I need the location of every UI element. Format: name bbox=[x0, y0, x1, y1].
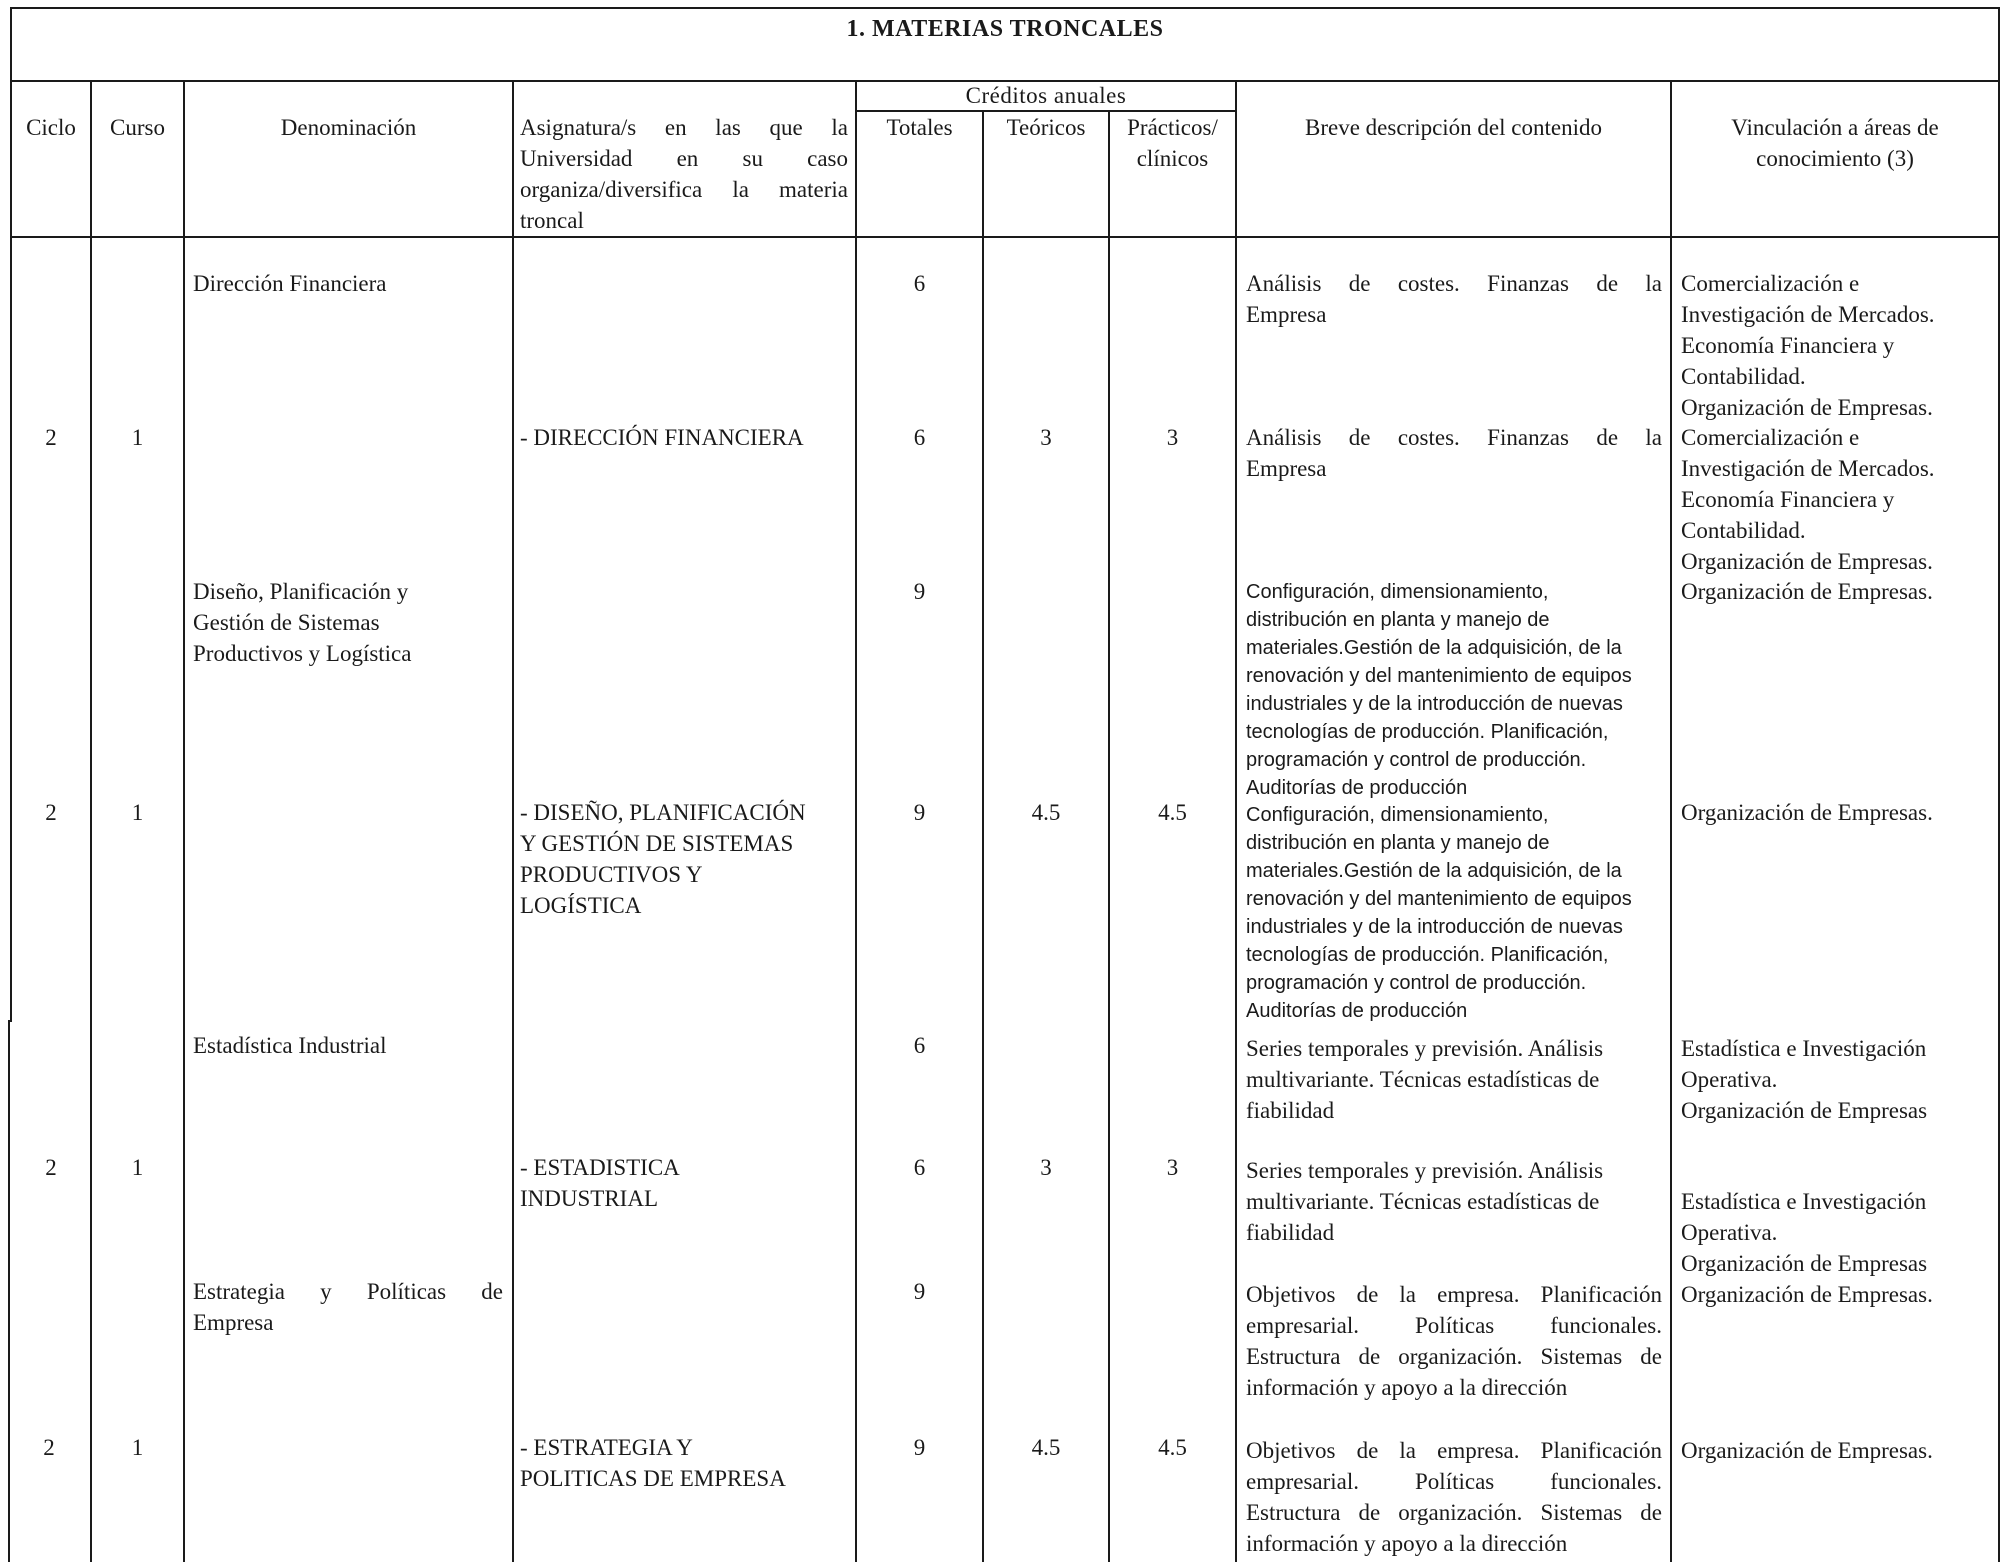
ciclo-cell: 2 bbox=[43, 1435, 55, 1460]
totales-cell: 6 bbox=[913, 425, 926, 450]
header-asignatura bbox=[520, 112, 848, 236]
asignatura-line: POLITICAS DE EMPRESA bbox=[520, 1466, 786, 1491]
descripcion-cell bbox=[1246, 1155, 1603, 1248]
descripcion-line: materiales.Gestión de la adquisición, de la bbox=[1246, 637, 1622, 659]
vinculacion-line: Operativa. bbox=[1681, 1220, 1778, 1245]
asignatura-line: INDUSTRIAL bbox=[520, 1186, 658, 1211]
header-asignatura-line: organiza/diversifica la materia bbox=[520, 177, 848, 202]
teoricos-cell: 4.5 bbox=[1031, 800, 1061, 825]
descripcion-line: Configuración, dimensionamiento, bbox=[1246, 804, 1549, 826]
teoricos-cell: 3 bbox=[1040, 1155, 1052, 1180]
rule bbox=[10, 236, 2000, 238]
asignatura-cell bbox=[520, 1432, 786, 1494]
header-creditos-anuales: Créditos anuales bbox=[965, 83, 1127, 108]
rule bbox=[8, 1020, 10, 1562]
descripcion-line: programación y control de producción. bbox=[1246, 972, 1587, 994]
practicos-cell: 3 bbox=[1166, 1155, 1179, 1180]
vinculacion-line: Estadística e Investigación bbox=[1681, 1189, 1927, 1214]
header-denominacion: Denominación bbox=[280, 115, 417, 140]
descripcion-line: industriales y de la introducción de nuevas bbox=[1246, 916, 1623, 938]
totales-cell: 6 bbox=[913, 1033, 926, 1058]
rule bbox=[183, 80, 185, 1562]
totales-cell: 9 bbox=[913, 579, 926, 604]
vinculacion-cell bbox=[1681, 1033, 1927, 1126]
vinculacion-line: Contabilidad. bbox=[1681, 518, 1806, 543]
header-asignatura-line: troncal bbox=[520, 208, 584, 233]
descripcion-line: industriales y de la introducción de nuevas bbox=[1246, 693, 1623, 715]
denominacion-line: Gestión de Sistemas bbox=[193, 610, 380, 635]
asignatura-line: - ESTRATEGIA Y bbox=[520, 1435, 693, 1460]
descripcion-line: fiabilidad bbox=[1246, 1098, 1335, 1123]
descripcion-line: empresarial. Políticas funcionales. bbox=[1246, 1313, 1662, 1338]
descripcion-line: Estructura de organización. Sistemas de bbox=[1246, 1344, 1662, 1369]
totales-cell: 9 bbox=[913, 1279, 926, 1304]
rule bbox=[982, 110, 984, 1562]
asignatura-cell bbox=[520, 797, 806, 921]
asignatura-line: - DISEÑO, PLANIFICACIÓN bbox=[520, 800, 806, 825]
teoricos-cell: 4.5 bbox=[1031, 1435, 1061, 1460]
totales-cell: 9 bbox=[913, 800, 926, 825]
descripcion-line: distribución en planta y manejo de bbox=[1246, 609, 1550, 631]
practicos-cell: 3 bbox=[1166, 425, 1179, 450]
rule bbox=[1670, 80, 1672, 1562]
vinculacion-cell bbox=[1681, 422, 1935, 577]
descripcion-cell bbox=[1246, 1279, 1662, 1403]
rule bbox=[1235, 80, 1237, 1562]
vinculacion-cell: Organización de Empresas. bbox=[1681, 579, 1933, 604]
descripcion-line: Análisis de costes. Finanzas de la bbox=[1246, 425, 1662, 450]
asignatura-cell bbox=[520, 1152, 680, 1214]
rule bbox=[512, 80, 514, 1562]
descripcion-line: programación y control de producción. bbox=[1246, 749, 1587, 771]
header-vinculacion-line: conocimiento (3) bbox=[1756, 146, 1914, 171]
practicos-cell: 4.5 bbox=[1158, 1435, 1187, 1460]
vinculacion-line: Economía Financiera y bbox=[1681, 333, 1895, 358]
descripcion-line: Series temporales y previsión. Análisis bbox=[1246, 1036, 1604, 1061]
header-vinculacion-line: Vinculación a áreas de bbox=[1731, 115, 1939, 140]
descripcion-line: multivariante. Técnicas estadísticas de bbox=[1246, 1189, 1600, 1214]
header-ciclo: Ciclo bbox=[26, 115, 76, 140]
denominacion-cell: Estadística Industrial bbox=[193, 1033, 387, 1058]
vinculacion-cell bbox=[1681, 1186, 1927, 1279]
denominacion-cell bbox=[193, 1276, 503, 1338]
descripcion-cell bbox=[1246, 1033, 1603, 1126]
header-asignatura-line: Universidad en su caso bbox=[520, 146, 848, 171]
vinculacion-line: Investigación de Mercados. bbox=[1681, 302, 1935, 327]
vinculacion-line: Comercialización e bbox=[1681, 425, 1860, 450]
rule bbox=[1108, 110, 1110, 1562]
header-teoricos: Teóricos bbox=[1006, 115, 1086, 140]
vinculacion-line: Investigación de Mercados. bbox=[1681, 456, 1935, 481]
denominacion-line: Diseño, Planificación y bbox=[193, 579, 409, 604]
vinculacion-line: Organización de Empresas bbox=[1681, 1098, 1928, 1123]
rule bbox=[10, 80, 12, 1022]
asignatura-line: LOGÍSTICA bbox=[520, 893, 642, 918]
curso-cell: 1 bbox=[131, 425, 144, 450]
asignatura-line: - ESTADISTICA bbox=[520, 1155, 680, 1180]
ciclo-cell: 2 bbox=[45, 425, 57, 450]
header-practicos bbox=[1110, 112, 1235, 174]
descripcion-line: información y apoyo a la dirección bbox=[1246, 1531, 1568, 1556]
ciclo-cell: 2 bbox=[45, 800, 57, 825]
header-practicos-line: Prácticos/ bbox=[1127, 115, 1218, 140]
vinculacion-line: Organización de Empresas. bbox=[1681, 395, 1933, 420]
header-totales: Totales bbox=[886, 115, 953, 140]
descripcion-line: distribución en planta y manejo de bbox=[1246, 832, 1550, 854]
asignatura-cell: - DIRECCIÓN FINANCIERA bbox=[520, 425, 804, 450]
descripcion-line: renovación y del mantenimiento de equipos bbox=[1246, 888, 1632, 910]
descripcion-line: tecnologías de producción. Planificación, bbox=[1246, 721, 1609, 743]
curso-cell: 1 bbox=[131, 1155, 144, 1180]
vinculacion-line: Organización de Empresas bbox=[1681, 1251, 1928, 1276]
vinculacion-line: Contabilidad. bbox=[1681, 364, 1806, 389]
descripcion-cell bbox=[1246, 268, 1662, 330]
vinculacion-cell bbox=[1681, 268, 1935, 423]
vinculacion-cell: Organización de Empresas. bbox=[1681, 1282, 1933, 1307]
vinculacion-line: Estadística e Investigación bbox=[1681, 1036, 1927, 1061]
header-descripcion: Breve descripción del contenido bbox=[1305, 115, 1602, 140]
descripcion-line: Objetivos de la empresa. Planificación bbox=[1246, 1282, 1662, 1307]
ciclo-cell: 2 bbox=[45, 1155, 57, 1180]
rule bbox=[1998, 7, 2000, 1562]
curso-cell: 1 bbox=[131, 1435, 144, 1460]
descripcion-line: Series temporales y previsión. Análisis bbox=[1246, 1158, 1604, 1183]
asignatura-line: PRODUCTIVOS Y bbox=[520, 862, 703, 887]
header-curso: Curso bbox=[110, 115, 165, 140]
denominacion-line: Empresa bbox=[193, 1310, 274, 1335]
descripcion-line: Empresa bbox=[1246, 302, 1327, 327]
descripcion-cell bbox=[1246, 801, 1632, 1025]
header-vinculacion bbox=[1672, 112, 1998, 174]
descripcion-line: Análisis de costes. Finanzas de la bbox=[1246, 271, 1662, 296]
descripcion-line: información y apoyo a la dirección bbox=[1246, 1375, 1568, 1400]
descripcion-line: tecnologías de producción. Planificación, bbox=[1246, 944, 1609, 966]
descripcion-line: Estructura de organización. Sistemas de bbox=[1246, 1500, 1662, 1525]
practicos-cell: 4.5 bbox=[1158, 800, 1187, 825]
vinculacion-cell: Organización de Empresas. bbox=[1681, 1438, 1933, 1463]
denominacion-line: Productivos y Logística bbox=[193, 641, 412, 666]
descripcion-line: Configuración, dimensionamiento, bbox=[1246, 581, 1549, 603]
descripcion-line: Auditorías de producción bbox=[1246, 1000, 1468, 1022]
header-practicos-line: clínicos bbox=[1136, 146, 1209, 171]
denominacion-line: Estrategia y Políticas de bbox=[193, 1279, 503, 1304]
totales-cell: 6 bbox=[913, 1155, 926, 1180]
denominacion-cell bbox=[193, 576, 411, 669]
teoricos-cell: 3 bbox=[1040, 425, 1052, 450]
vinculacion-line: Organización de Empresas. bbox=[1681, 549, 1933, 574]
vinculacion-cell: Organización de Empresas. bbox=[1681, 800, 1933, 825]
descripcion-line: materiales.Gestión de la adquisición, de la bbox=[1246, 860, 1622, 882]
denominacion-cell: Dirección Financiera bbox=[193, 271, 387, 296]
rule bbox=[10, 7, 2000, 9]
vinculacion-line: Economía Financiera y bbox=[1681, 487, 1895, 512]
totales-cell: 6 bbox=[913, 271, 926, 296]
header-asignatura-line: Asignatura/s en las que la bbox=[520, 115, 848, 140]
descripcion-line: Empresa bbox=[1246, 456, 1327, 481]
asignatura-line: Y GESTIÓN DE SISTEMAS bbox=[520, 831, 794, 856]
descripcion-line: empresarial. Políticas funcionales. bbox=[1246, 1469, 1662, 1494]
descripcion-cell bbox=[1246, 1435, 1662, 1559]
totales-cell: 9 bbox=[913, 1435, 926, 1460]
descripcion-line: fiabilidad bbox=[1246, 1220, 1335, 1245]
descripcion-line: multivariante. Técnicas estadísticas de bbox=[1246, 1067, 1600, 1092]
vinculacion-line: Comercialización e bbox=[1681, 271, 1860, 296]
descripcion-cell bbox=[1246, 578, 1632, 802]
descripcion-line: renovación y del mantenimiento de equipos bbox=[1246, 665, 1632, 687]
table-title: 1. MATERIAS TRONCALES bbox=[846, 16, 1164, 42]
curso-cell: 1 bbox=[131, 800, 144, 825]
descripcion-line: Objetivos de la empresa. Planificación bbox=[1246, 1438, 1662, 1463]
vinculacion-line: Operativa. bbox=[1681, 1067, 1778, 1092]
descripcion-line: Auditorías de producción bbox=[1246, 777, 1468, 799]
descripcion-cell bbox=[1246, 422, 1662, 484]
